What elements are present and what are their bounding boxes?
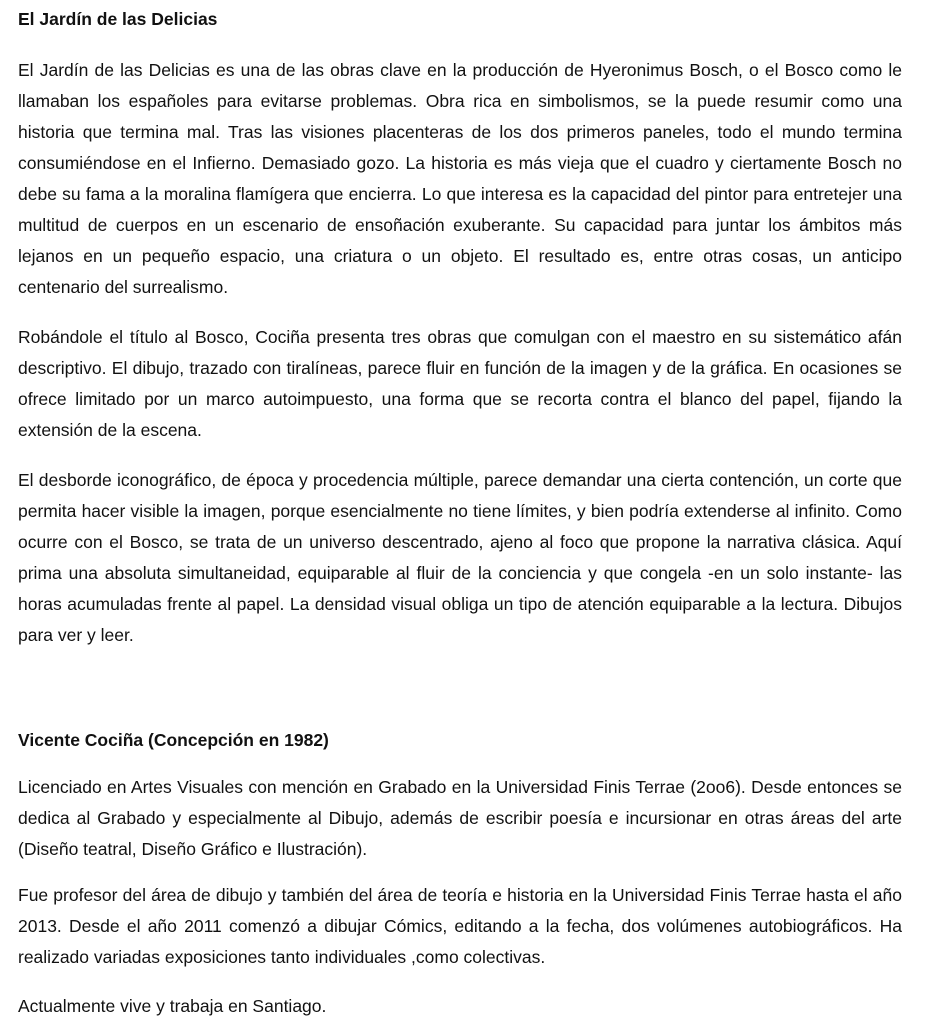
paragraph-profesor: Fue profesor del área de dibujo y también del área de teoría e historia en la Universidad Finis Terrae hasta el año 2013. Desde el año 2011 comenzó a dibujar Cómics, editando a la fecha, dos volúmenes autobiográficos. Ha realizado variadas exposiciones tanto individuales ,como colectivas. bbox=[18, 885, 902, 967]
paragraph-desborde: El desborde iconográfico, de época y procedencia múltiple, parece demandar una cierta contención, un corte que permita hacer visible la imagen, porque esencialmente no tiene límites, y bien podría extenderse al infinito. Como ocurre con el Bosco, se trata de un universo descentrado, ajeno al foco que propone la narrativa clásica. Aquí prima una absoluta simultaneidad, equiparable al fluir de la conciencia y que congela -en un solo instante- las horas acumuladas frente al papel. La densidad visual obliga un tipo de atención equiparable a la lectura. Dibujos para ver y leer. bbox=[18, 470, 902, 645]
paragraph-licenciado: Licenciado en Artes Visuales con mención en Grabado en la Universidad Finis Terrae (2oo6). Desde entonces se dedica al Grabado y especialmente al Dibujo, además de escribir poesía e incursionar en otras áreas del arte (Diseño teatral, Diseño Gráfico e Ilustración). bbox=[18, 777, 902, 859]
section-title-vicente-cocina: Vicente Cociña (Concepción en 1982) bbox=[18, 730, 329, 750]
paragraph-actualmente: Actualmente vive y trabaja en Santiago. bbox=[18, 996, 327, 1016]
paragraph-cocina-obras: Robándole el título al Bosco, Cociña presenta tres obras que comulgan con el maestro en su sistemático afán descriptivo. El dibujo, trazado con tiralíneas, parece fluir en función de la imagen y de la gráfica. En ocasiones se ofrece limitado por un marco autoimpuesto, una forma que se recorta contra el blanco del papel, fijando la extensión de la escena. bbox=[18, 327, 902, 440]
section-title-jardin: El Jardín de las Delicias bbox=[18, 9, 218, 29]
paragraph-jardin-intro: El Jardín de las Delicias es una de las obras clave en la producción de Hyeronimus Bosch, o el Bosco como le llamaban los españoles para evitarse problemas. Obra rica en simbolismos, se la puede resumir como una historia que termina mal. Tras las visiones placenteras de los dos primeros paneles, todo el mundo termina consumiéndose en el Infierno. Demasiado gozo. La historia es más vieja que el cuadro y ciertamente Bosch no debe su fama a la moralina flamígera que encierra. Lo que interesa es la capacidad del pintor para entretejer una multitud de cuerpos en un escenario de ensoñación exuberante. Su capacidad para juntar los ámbitos más lejanos en un pequeño espacio, una criatura o un objeto. El resultado es, entre otras cosas, un anticipo centenario del surrealismo. bbox=[18, 60, 902, 297]
